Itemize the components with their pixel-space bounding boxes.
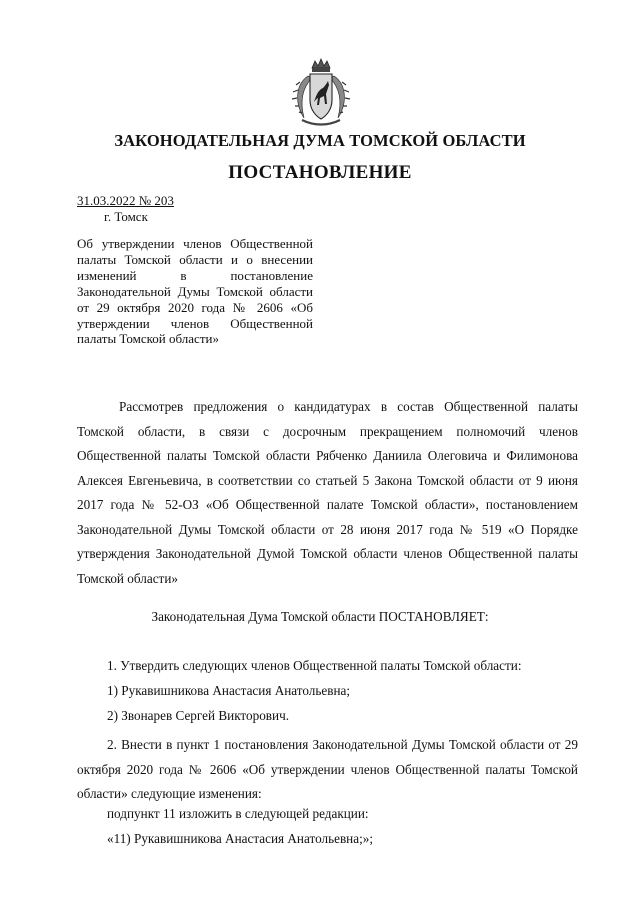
- amendment-paragraph: 2. Внести в пункт 1 постановления Законодательной Думы Томской области от 29 октября 2020 года № 2606 «Об утверждении членов Общественной палаты Томской области» следующие изменения:: [77, 737, 578, 801]
- list-item: 1. Утвердить следующих членов Общественной палаты Томской области:: [107, 658, 522, 673]
- preamble-paragraph: Рассмотрев предложения о кандидатурах в состав Общественной палаты Томской области, в связи с досрочным прекращением полномочий членов Общественной палаты Томской области Рябченко Даниила Олеговича и Филимонова Алексея Евгеньевича, в соответствии со статьей 5 Закона Томской области от 9 июня 2017 года № 52-ОЗ «Об Общественной палате Томской области», постановлением Законодательной Думы Томской области от 28 июня 2017 года № 519 «О Порядке утверждения Законодательной Думой Томской области членов Общественной палаты Томской области»: [77, 399, 578, 586]
- document-subject: Об утверждении членов Общественной палаты Томской области и о внесении изменений в постановление Законодательной Думы Томской области от 29 октября 2020 года № 2606 «Об утверждении членов Общественной палаты Томской области»: [77, 236, 313, 347]
- document-meta: [77, 193, 174, 225]
- organization-title: ЗАКОНОДАТЕЛЬНАЯ ДУМА ТОМСКОЙ ОБЛАСТИ: [114, 131, 526, 150]
- list-item: подпункт 11 изложить в следующей редакции:: [107, 806, 369, 821]
- list-item: 1) Рукавишникова Анастасия Анатольевна;: [107, 683, 351, 698]
- tomsk-region-coat-of-arms-icon: [290, 58, 352, 128]
- list-item: «11) Рукавишникова Анастасия Анатольевна;»;: [107, 831, 374, 846]
- document-type-title: ПОСТАНОВЛЕНИЕ: [228, 162, 412, 183]
- city: г. Томск: [104, 209, 148, 224]
- resolve-statement: Законодательная Дума Томской области ПОСТАНОВЛЯЕТ:: [151, 609, 489, 624]
- list-item: 2) Звонарев Сергей Викторович.: [107, 708, 290, 723]
- date-number: 31.03.2022 № 203: [77, 193, 174, 208]
